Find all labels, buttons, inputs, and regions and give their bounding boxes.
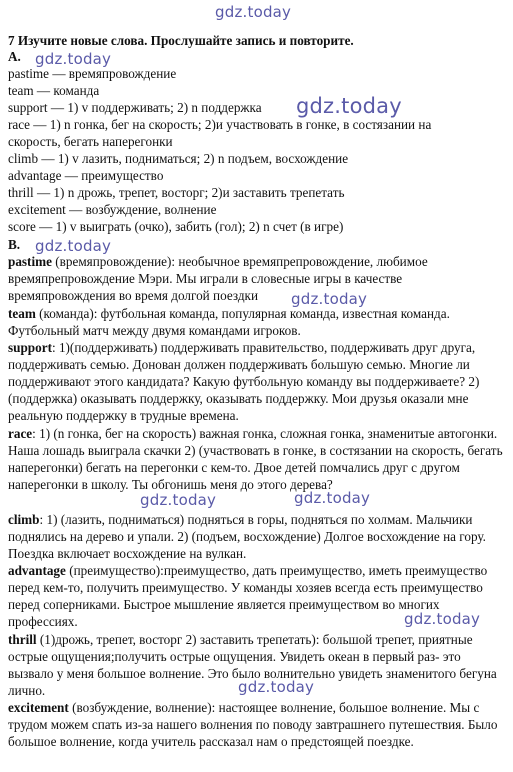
entry-climb bbox=[8, 511, 508, 562]
section-a-label: A. bbox=[8, 49, 21, 64]
watermark: gdz.today bbox=[140, 491, 217, 509]
vocab-line: race — 1) n гонка, бег на скорость; 2)и участвовать в гонке, в состязании на bbox=[8, 117, 432, 132]
watermark: gdz.today bbox=[294, 489, 371, 507]
entry-pastime bbox=[8, 253, 508, 304]
entry-team bbox=[8, 305, 508, 339]
watermark: gdz.today bbox=[35, 50, 112, 68]
watermark: gdz.today bbox=[238, 678, 315, 696]
watermark-top: gdz.today bbox=[215, 3, 292, 21]
entry-word: advantage bbox=[8, 563, 66, 578]
entry-excitement bbox=[8, 699, 508, 750]
entry-word: race bbox=[8, 426, 33, 441]
entry-word: climb bbox=[8, 512, 40, 527]
entry-advantage bbox=[8, 562, 508, 630]
entry-text: : 1)(поддерживать) поддерживать правительство, поддерживать друг друга, поддерживать семью. Донован должен поддерживать большую семью. Многие ли поддерживают этого кандидата? Какую футбольную команду вы поддерживаете? 2)(поддержка) оказывать поддержку, оказывать поддержку. Мои друзья оказали мне реальную поддержку в трудные времена. bbox=[8, 340, 480, 424]
vocab-line: pastime — времяпровождение bbox=[8, 66, 177, 81]
task-heading: 7 Изучите новые слова. Прослушайте запись и повторите. bbox=[8, 33, 354, 48]
vocab-line: climb — 1) v лазить, подниматься; 2) n подъем, восхождение bbox=[8, 151, 349, 166]
entry-word: support bbox=[8, 340, 52, 355]
entry-word: team bbox=[8, 306, 36, 321]
watermark: gdz.today bbox=[404, 610, 481, 628]
vocab-line: excitement — возбуждение, волнение bbox=[8, 202, 217, 217]
vocab-line: support — 1) v поддерживать; 2) n поддержка bbox=[8, 100, 262, 115]
watermark: gdz.today bbox=[296, 94, 402, 118]
watermark: gdz.today bbox=[35, 237, 112, 255]
vocab-line: team — команда bbox=[8, 83, 100, 98]
watermark: gdz.today bbox=[291, 290, 368, 308]
entry-word: excitement bbox=[8, 700, 69, 715]
entry-text: (времяпровождение): необычное времяпрепровождение, любимое времяпрепровождение Мэри. Мы играли в словесные игры в качестве времяпровождения во время долгой поездки bbox=[8, 254, 428, 304]
entry-support bbox=[8, 339, 508, 424]
vocab-line: скорость, бегать наперегонки bbox=[8, 134, 173, 149]
entry-thrill bbox=[8, 631, 508, 699]
vocab-line: advantage — преимущество bbox=[8, 168, 164, 183]
entry-text: (возбуждение, волнение): настоящее волнение, большое волнение. Мы с трудом можем спать из-за нашего волнения по поводу завтрашнего путешествия. Было большое волнение, когда учитель рассказал нам о предстоящей поездке. bbox=[8, 700, 498, 750]
entry-text: (преимущество):преимущество, дать преимущество, иметь преимущество перед кем-то, получить преимущество. У команды хозяев всегда есть преимущество перед соперниками. Быстрое мышление является преимуществом во многих профессиях. bbox=[8, 563, 488, 630]
entry-text: (команда): футбольная команда, популярная команда, известная команда. Футбольный матч между двумя командами игроков. bbox=[8, 306, 450, 339]
section-b-label: B. bbox=[8, 237, 21, 252]
entry-word: pastime bbox=[8, 254, 52, 269]
entry-race bbox=[8, 425, 508, 493]
entry-text: : 1) (n гонка, бег на скорость) важная гонка, сложная гонка, знаменитые автогонки. Наша лошадь выиграла скачки 2) (участвовать в гонке, в состязании на скорость, бегать наперегонки) бегать на перегонки с кем-то. Двое детей помчались друг с другом наперегонки в школу. Ты обгонишь меня до этого дерева? bbox=[8, 426, 503, 493]
vocab-line: score — 1) v выиграть (очко), забить (гол); 2) n счет (в игре) bbox=[8, 219, 344, 234]
entry-word: thrill bbox=[8, 632, 37, 647]
entry-text: (1)дрожь, трепет, восторг 2) заставить трепетать): большой трепет, приятные острые ощущения;получить острые ощущения. Увидеть океан в первый раз- это вызвало у меня большое волнение. Это было волнительно увидеть знаменитого бегуна лично. bbox=[8, 632, 497, 699]
entry-text: : 1) (лазить, подниматься) подняться в горы, подняться по холмам. Мальчики поднялись на дерево и упали. 2) (подъем, восхождение) Долгое восхождение на гору. Поездка включает восхождение на вулкан. bbox=[8, 512, 486, 562]
vocab-line: thrill — 1) n дрожь, трепет, восторг; 2)и заставить трепетать bbox=[8, 185, 345, 200]
